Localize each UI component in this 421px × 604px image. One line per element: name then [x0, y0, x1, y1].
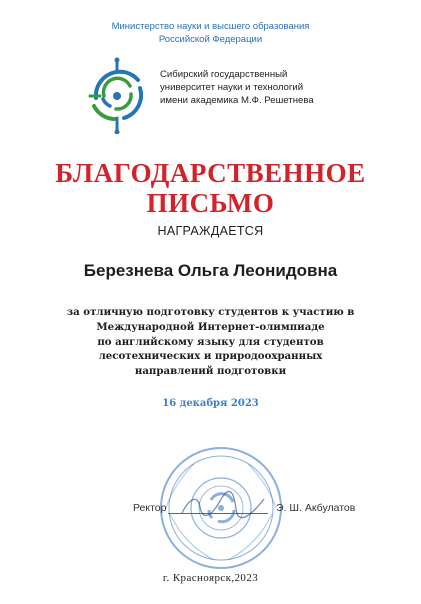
reason-line-3: по английскому языку для студентов	[97, 336, 324, 348]
university-logo-icon	[86, 56, 150, 134]
reason-line-2: Международной Интернет-олимпиаде	[96, 321, 325, 333]
signatory-name: Э. Ш. Акбулатов	[276, 502, 356, 514]
document-date: 16 декабря 2023	[162, 398, 259, 409]
university-name-line-2: университет науки и технологий	[160, 82, 304, 93]
place-and-year: г. Красноярск,2023	[162, 572, 259, 584]
document-title-line-2: ПИСЬМО	[146, 188, 275, 218]
signatory-role: Ректор	[133, 502, 167, 514]
awarded-label: НАГРАЖДАЕТСЯ	[157, 224, 264, 238]
university-name-line-1: Сибирский государственный	[160, 69, 288, 80]
university-name-line-3: имени академика М.Ф. Решетнева	[160, 95, 314, 106]
recipient-name: Березнева Ольга Леонидовна	[83, 261, 338, 280]
reason-line-5: направлений подготовки	[134, 365, 287, 377]
reason-line-4: лесотехнических и природоохранных	[98, 350, 323, 362]
ministry-line-1: Министерство науки и высшего образования	[111, 21, 310, 32]
reason-line-1: за отличную подготовку студентов к участию в	[66, 306, 355, 318]
document-title-line-1: БЛАГОДАРСТВЕННОЕ	[55, 158, 366, 188]
ministry-line-2: Российской Федерации	[158, 34, 263, 45]
handwritten-signature-icon	[176, 487, 271, 527]
